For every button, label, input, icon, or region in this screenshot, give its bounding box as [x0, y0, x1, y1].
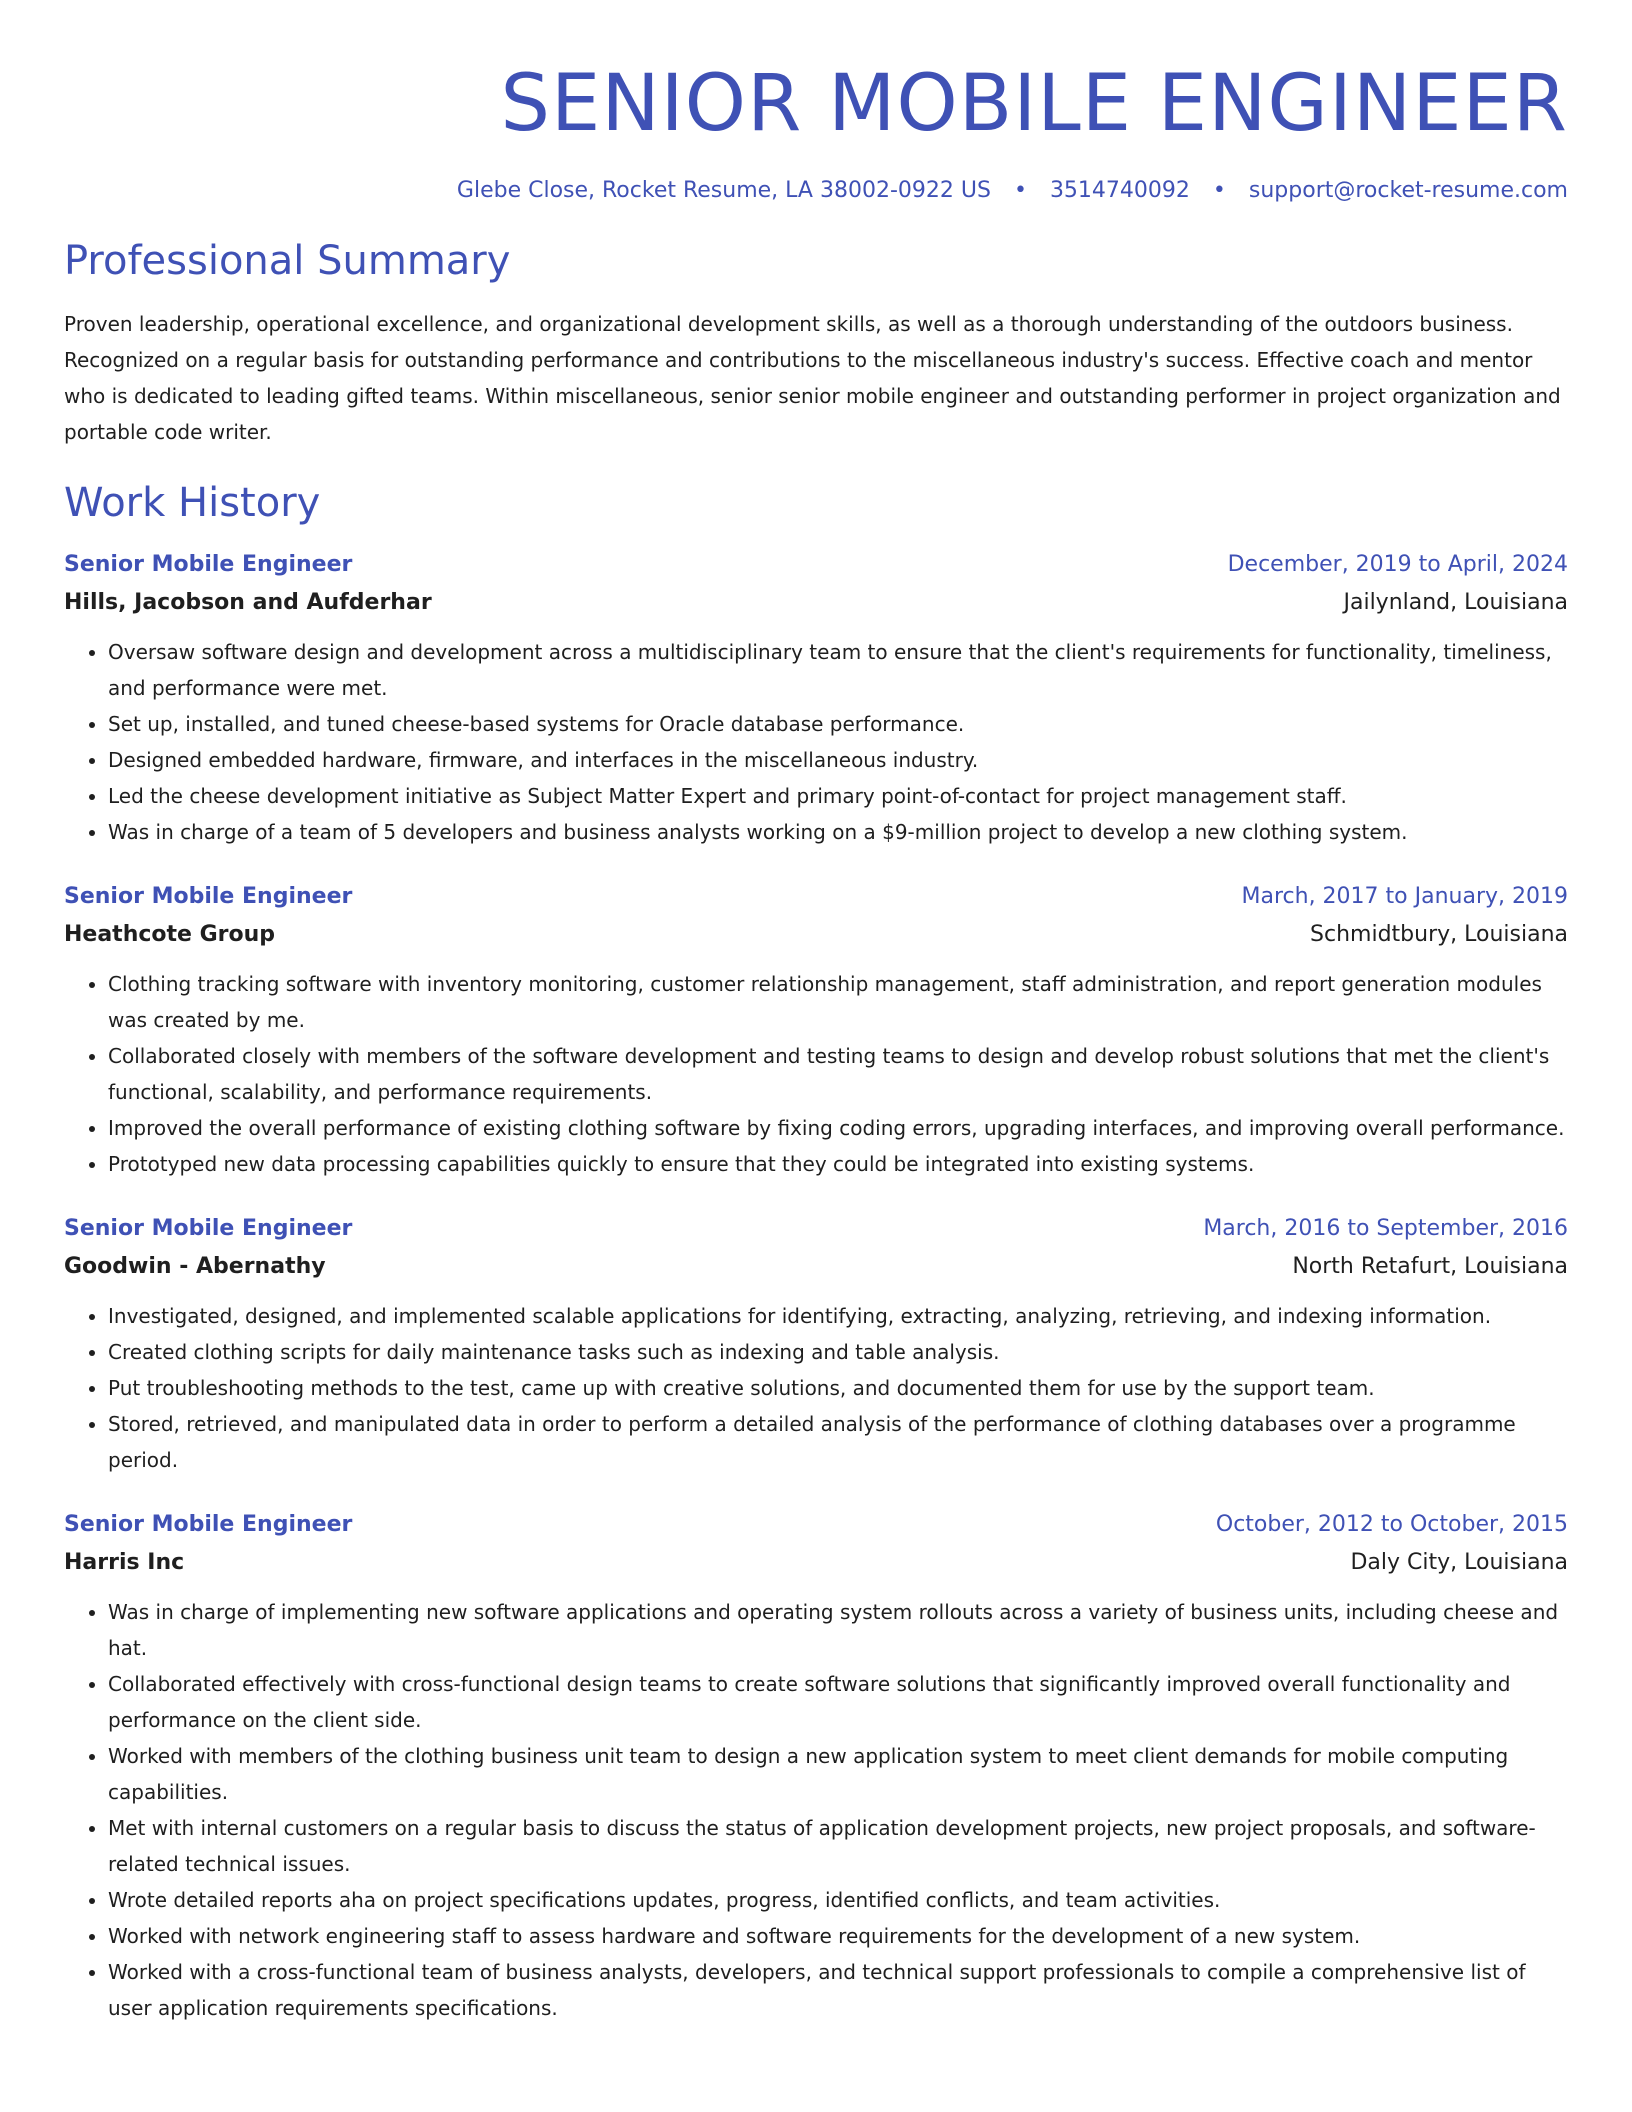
- contact-line: [64, 176, 1568, 206]
- job-bullet: • Collaborated effectively with cross-functional design teams to create software solutions that significantly improved overall functionality and performance on the client side.: [108, 1666, 1568, 1738]
- job-bullet: • Stored, retrieved, and manipulated data in order to perform a detailed analysis of the performance of clothing databases over a programme period.: [108, 1406, 1568, 1478]
- job-entry: [64, 1506, 1568, 2026]
- job-bullet: • Met with internal customers on a regular basis to discuss the status of application development projects, new project proposals, and software-related technical issues.: [108, 1810, 1568, 1882]
- job-location: Schmidtbury, Louisiana: [1310, 922, 1568, 947]
- job-location: North Retafurt, Louisiana: [1292, 1254, 1568, 1279]
- job-company: Harris Inc: [64, 1550, 185, 1575]
- job-bullets: [64, 1298, 1568, 1478]
- job-bullet: • Put troubleshooting methods to the test, came up with creative solutions, and documented them for use by the support team.: [108, 1370, 1568, 1406]
- job-bullet: • Clothing tracking software with inventory monitoring, customer relationship management, staff administration, and report generation modules was created by me.: [108, 966, 1568, 1038]
- contact-address: Glebe Close, Rocket Resume, LA 38002-0922 US: [456, 178, 991, 203]
- job-bullet: • Wrote detailed reports aha on project specifications updates, progress, identified conflicts, and team activities.: [108, 1882, 1568, 1918]
- job-bullet: • Worked with network engineering staff to assess hardware and software requirements for the development of a new system.: [108, 1918, 1568, 1954]
- job-company: Hills, Jacobson and Aufderhar: [64, 590, 432, 615]
- job-bullet: • Worked with members of the clothing business unit team to design a new application system to meet client demands for mobile computing capabilities.: [108, 1738, 1568, 1810]
- resume-title: SENIOR MOBILE ENGINEER: [500, 59, 1568, 149]
- job-title: Senior Mobile Engineer: [64, 884, 353, 909]
- contact-separator: •: [1212, 178, 1226, 203]
- job-title: Senior Mobile Engineer: [64, 552, 353, 577]
- job-dates: March, 2017 to January, 2019: [1241, 884, 1568, 909]
- job-title: Senior Mobile Engineer: [64, 1216, 353, 1241]
- job-bullets: [64, 634, 1568, 850]
- job-location: Jailynland, Louisiana: [1343, 590, 1568, 615]
- contact-email: support@rocket-resume.com: [1248, 178, 1568, 203]
- job-bullet: • Designed embedded hardware, firmware, and interfaces in the miscellaneous industry.: [108, 742, 1568, 778]
- contact-separator: •: [1013, 178, 1027, 203]
- resume-page: [64, 0, 1568, 2026]
- job-dates: December, 2019 to April, 2024: [1227, 552, 1568, 577]
- job-bullet: • Led the cheese development initiative as Subject Matter Expert and primary point-of-contact for project management staff.: [108, 778, 1568, 814]
- job-bullet: • Investigated, designed, and implemented scalable applications for identifying, extracting, analyzing, retrieving, and indexing information.: [108, 1298, 1568, 1334]
- job-bullet: • Created clothing scripts for daily maintenance tasks such as indexing and table analysis.: [108, 1334, 1568, 1370]
- job-bullet: • Improved the overall performance of existing clothing software by fixing coding errors, upgrading interfaces, and improving overall performance.: [108, 1110, 1568, 1146]
- job-company: Goodwin - Abernathy: [64, 1254, 326, 1279]
- work-history-list: [64, 546, 1568, 2026]
- job-bullet: • Set up, installed, and tuned cheese-based systems for Oracle database performance.: [108, 706, 1568, 742]
- job-entry: [64, 878, 1568, 1182]
- job-bullet: • Worked with a cross-functional team of business analysts, developers, and technical support professionals to compile a comprehensive list of user application requirements specifications.: [108, 1954, 1568, 2026]
- job-company: Heathcote Group: [64, 922, 276, 947]
- job-bullet: • Collaborated closely with members of the software development and testing teams to design and develop robust solutions that met the client's functional, scalability, and performance requirements.: [108, 1038, 1568, 1110]
- job-bullet: • Was in charge of a team of 5 developers and business analysts working on a $9-million project to develop a new clothing system.: [108, 814, 1568, 850]
- work-history-heading: Work History: [64, 480, 321, 526]
- summary-heading: Professional Summary: [64, 238, 511, 284]
- summary-text: Proven leadership, operational excellence, and organizational development skills, as well as a thorough understanding of the outdoors business. Recognized on a regular basis for outstanding performance and contributions to the miscellaneous industry's success. Effective coach and mentor who is dedicated to leading gifted teams. Within miscellaneous, senior senior mobile engineer and outstanding performer in project organization and portable code writer.: [64, 312, 1561, 444]
- job-bullet: • Prototyped new data processing capabilities quickly to ensure that they could be integrated into existing systems.: [108, 1146, 1568, 1182]
- job-bullets: [64, 966, 1568, 1182]
- job-entry: [64, 546, 1568, 850]
- contact-phone: 3514740092: [1049, 178, 1190, 203]
- job-entry: [64, 1210, 1568, 1478]
- job-bullet: • Oversaw software design and development across a multidisciplinary team to ensure that the client's requirements for functionality, timeliness, and performance were met.: [108, 634, 1568, 706]
- job-dates: March, 2016 to September, 2016: [1203, 1216, 1568, 1241]
- job-dates: October, 2012 to October, 2015: [1215, 1512, 1568, 1537]
- job-location: Daly City, Louisiana: [1350, 1550, 1568, 1575]
- job-bullets: [64, 1594, 1568, 2026]
- job-bullet: • Was in charge of implementing new software applications and operating system rollouts across a variety of business units, including cheese and hat.: [108, 1594, 1568, 1666]
- job-title: Senior Mobile Engineer: [64, 1512, 353, 1537]
